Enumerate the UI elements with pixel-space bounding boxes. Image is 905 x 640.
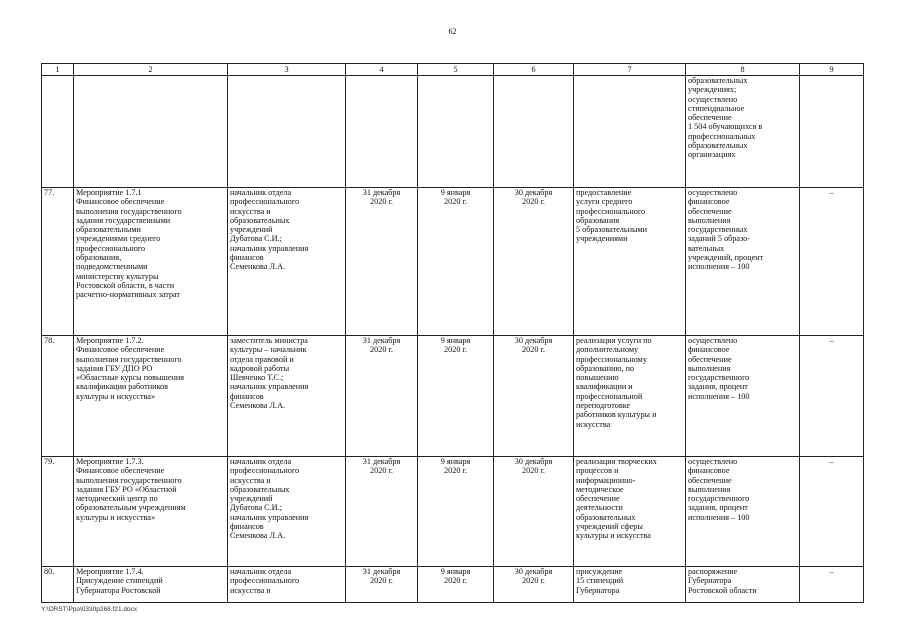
event-cell: Мероприятие 1.7.1 Финансовое обеспечение выполнения государственного задания государственными образовательными учреждениями среднего профессионального образования, подведомственными министерству культуры Ростовской области, в части расчетно-нормативных затрат bbox=[74, 188, 228, 336]
note-cell bbox=[800, 76, 864, 188]
note-cell: – bbox=[800, 567, 864, 603]
row-number-cell: 80. bbox=[42, 567, 74, 603]
date-cell: 9 января 2020 г. bbox=[418, 336, 494, 457]
table-row bbox=[42, 188, 864, 336]
event-cell: Мероприятие 1.7.4. Присуждение стипендий Губернатора Ростовской bbox=[74, 567, 228, 603]
date-cell bbox=[418, 76, 494, 188]
responsible-cell bbox=[228, 76, 346, 188]
header-cell: 6 bbox=[494, 64, 574, 76]
outcome-cell: образовательных учреждениях; осуществлено стипендиальное обеспечение 1 504 обучающихся в профессиональных образовательных организациях bbox=[686, 76, 800, 188]
row-number-cell: 77. bbox=[42, 188, 74, 336]
table-row bbox=[42, 457, 864, 567]
result-cell: реализация творческих процессов и информационно- методическое обеспечение деятельности образовательных учреждений сферы культуры и искусства bbox=[574, 457, 686, 567]
outcome-cell: осуществлено финансовое обеспечение выполнения государственного задания, процент исполнения – 100 bbox=[686, 457, 800, 567]
header-row bbox=[42, 64, 864, 76]
date-cell bbox=[494, 76, 574, 188]
header-cell: 8 bbox=[686, 64, 800, 76]
header-cell: 3 bbox=[228, 64, 346, 76]
note-cell: – bbox=[800, 457, 864, 567]
row-number-cell: 79. bbox=[42, 457, 74, 567]
table-row bbox=[42, 336, 864, 457]
event-cell: Мероприятие 1.7.2. Финансовое обеспечение выполнения государственного задания ГБУ ДПО РО «Областные курсы повышения квалификации работников культуры и искусства» bbox=[74, 336, 228, 457]
date-cell: 31 декабря 2020 г. bbox=[346, 567, 418, 603]
outcome-cell: распоряжение Губернатора Ростовской области bbox=[686, 567, 800, 603]
date-cell: 31 декабря 2020 г. bbox=[346, 457, 418, 567]
responsible-cell: заместитель министра культуры – начальник отдела правовой и кадровой работы Шевченко Т.С.; начальник управления финансов Семенкова Л.А. bbox=[228, 336, 346, 457]
note-cell: – bbox=[800, 188, 864, 336]
plan-table bbox=[41, 63, 864, 603]
date-cell: 31 декабря 2020 г. bbox=[346, 188, 418, 336]
row-number-cell: 78. bbox=[42, 336, 74, 457]
table-row bbox=[42, 567, 864, 603]
result-cell: предоставление услуги среднего профессионального образования 5 образовательными учреждениями bbox=[574, 188, 686, 336]
outcome-cell: осуществлено финансовое обеспечение выполнения государственных заданий 5 образо- вательных учреждений, процент исполнения – 100 bbox=[686, 188, 800, 336]
date-cell: 30 декабря 2020 г. bbox=[494, 457, 574, 567]
row-number-cell bbox=[42, 76, 74, 188]
date-cell bbox=[346, 76, 418, 188]
result-cell bbox=[574, 76, 686, 188]
responsible-cell: начальник отдела профессионального искусства и образовательных учреждений Дубатова С.И.; начальник управления финансов Семенкова Л.А. bbox=[228, 457, 346, 567]
event-cell: Мероприятие 1.7.3. Финансовое обеспечение выполнения государственного задания ГБУ РО «Областной методический центр по образовательным учреждениям культуры и искусства» bbox=[74, 457, 228, 567]
header-cell: 9 bbox=[800, 64, 864, 76]
responsible-cell: начальник отдела профессионального искусства и bbox=[228, 567, 346, 603]
result-cell: присуждение 15 стипендий Губернатора bbox=[574, 567, 686, 603]
footer-file-path: Y:\ORST\Ppo\0330p268.f21.docx bbox=[41, 606, 138, 613]
event-cell bbox=[74, 76, 228, 188]
result-cell: реализация услуги по дополнительному профессиональному образованию, по повышению квалификации и профессиональной переподготовке работников культуры и искусства bbox=[574, 336, 686, 457]
date-cell: 9 января 2020 г. bbox=[418, 457, 494, 567]
note-cell: – bbox=[800, 336, 864, 457]
date-cell: 9 января 2020 г. bbox=[418, 567, 494, 603]
date-cell: 9 января 2020 г. bbox=[418, 188, 494, 336]
header-cell: 1 bbox=[42, 64, 74, 76]
date-cell: 31 декабря 2020 г. bbox=[346, 336, 418, 457]
outcome-cell: осуществлено финансовое обеспечение выполнения государственного задания, процент исполнения – 100 bbox=[686, 336, 800, 457]
header-cell: 7 bbox=[574, 64, 686, 76]
header-cell: 2 bbox=[74, 64, 228, 76]
date-cell: 30 декабря 2020 г. bbox=[494, 567, 574, 603]
date-cell: 30 декабря 2020 г. bbox=[494, 336, 574, 457]
header-cell: 5 bbox=[418, 64, 494, 76]
header-cell: 4 bbox=[346, 64, 418, 76]
responsible-cell: начальник отдела профессионального искусства и образовательных учреждений Дубатова С.И.; начальник управления финансов Семенкова Л.А. bbox=[228, 188, 346, 336]
date-cell: 30 декабря 2020 г. bbox=[494, 188, 574, 336]
page-number: 62 bbox=[448, 27, 457, 36]
table-row bbox=[42, 76, 864, 188]
